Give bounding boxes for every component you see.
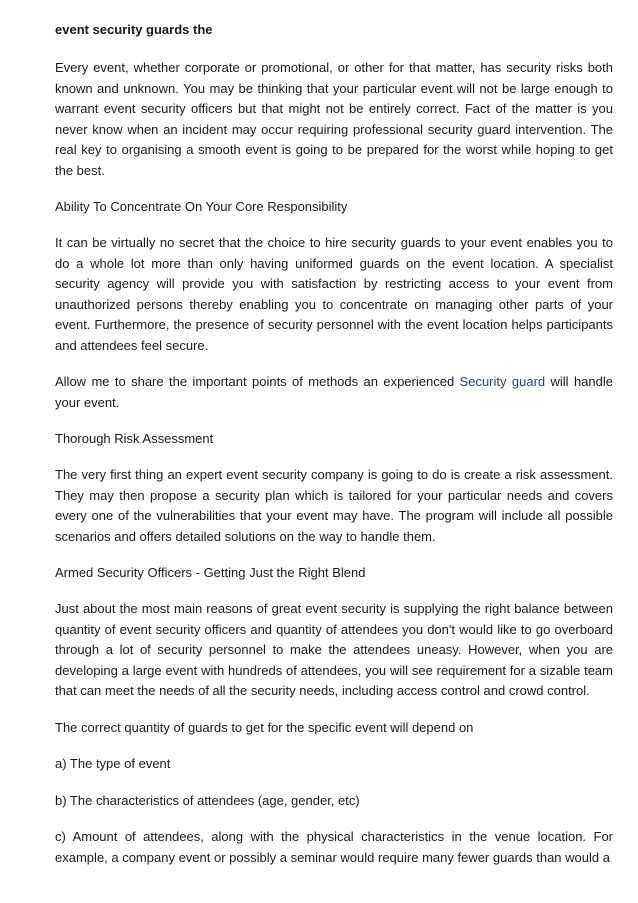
risk-assessment-paragraph: The very first thing an expert event security company is going to do is create a risk assessment. They may then propose a security plan which is tailored for your particular needs and covers every one of the vulnerabilities that your event may have. The program will include all possible scenarios and offers detailed solutions on the way to handle them.	[55, 467, 613, 544]
share-text-before: Allow me to share the important points of methods an experienced	[55, 374, 460, 389]
document-title: event security guards the	[55, 22, 213, 37]
share-text-after: will handle your event.	[55, 374, 613, 410]
security-guard-link[interactable]: Security guard	[459, 374, 546, 389]
list-item: a) The type of event	[55, 756, 171, 771]
section-heading-risk-assessment: Thorough Risk Assessment	[55, 431, 214, 446]
section-heading-core-responsibility: Ability To Concentrate On Your Core Responsibility	[55, 199, 348, 214]
core-responsibility-paragraph: It can be virtually no secret that the choice to hire security guards to your event enables you to do a whole lot more than only having uniformed guards on the event location. A specialist security agency will provide you with satisfaction by restricting access to your event from unauthorized persons thereby enabling you to concentrate on managing other parts of your event. Furthermore, the presence of security personnel with the event location helps participants and attendees feel secure.	[55, 235, 613, 353]
list-item: c) Amount of attendees, along with the physical characteristics in the venue location. For example, a company event or possibly a seminar would require many fewer guards than would a	[55, 829, 613, 865]
armed-officers-paragraph: Just about the most main reasons of great event security is supplying the right balance between quantity of event security officers and quantity of attendees you don't would like to go overboard through a lot of security personnel to make the attendees uneasy. However, when you are developing a large event with hundreds of attendees, you will see requirement for a sizable team that can meet the needs of all the security needs, including access control and crowd control.	[55, 601, 613, 698]
share-paragraph	[55, 372, 613, 413]
intro-paragraph: Every event, whether corporate or promotional, or other for that matter, has security risks both known and unknown. You may be thinking that your particular event will not be large enough to warrant event security officers but that might not be entirely correct. Fact of the matter is you never know when an incident may occur requiring professional security guard intervention. The real key to organising a smooth event is going to be prepared for the worst while hoping to get the best.	[55, 60, 613, 178]
guards-intro-paragraph: The correct quantity of guards to get for the specific event will depend on	[55, 719, 474, 735]
document-page	[55, 20, 613, 884]
section-heading-armed-officers: Armed Security Officers - Getting Just the Right Blend	[55, 565, 366, 580]
list-item: b) The characteristics of attendees (age, gender, etc)	[55, 792, 360, 808]
